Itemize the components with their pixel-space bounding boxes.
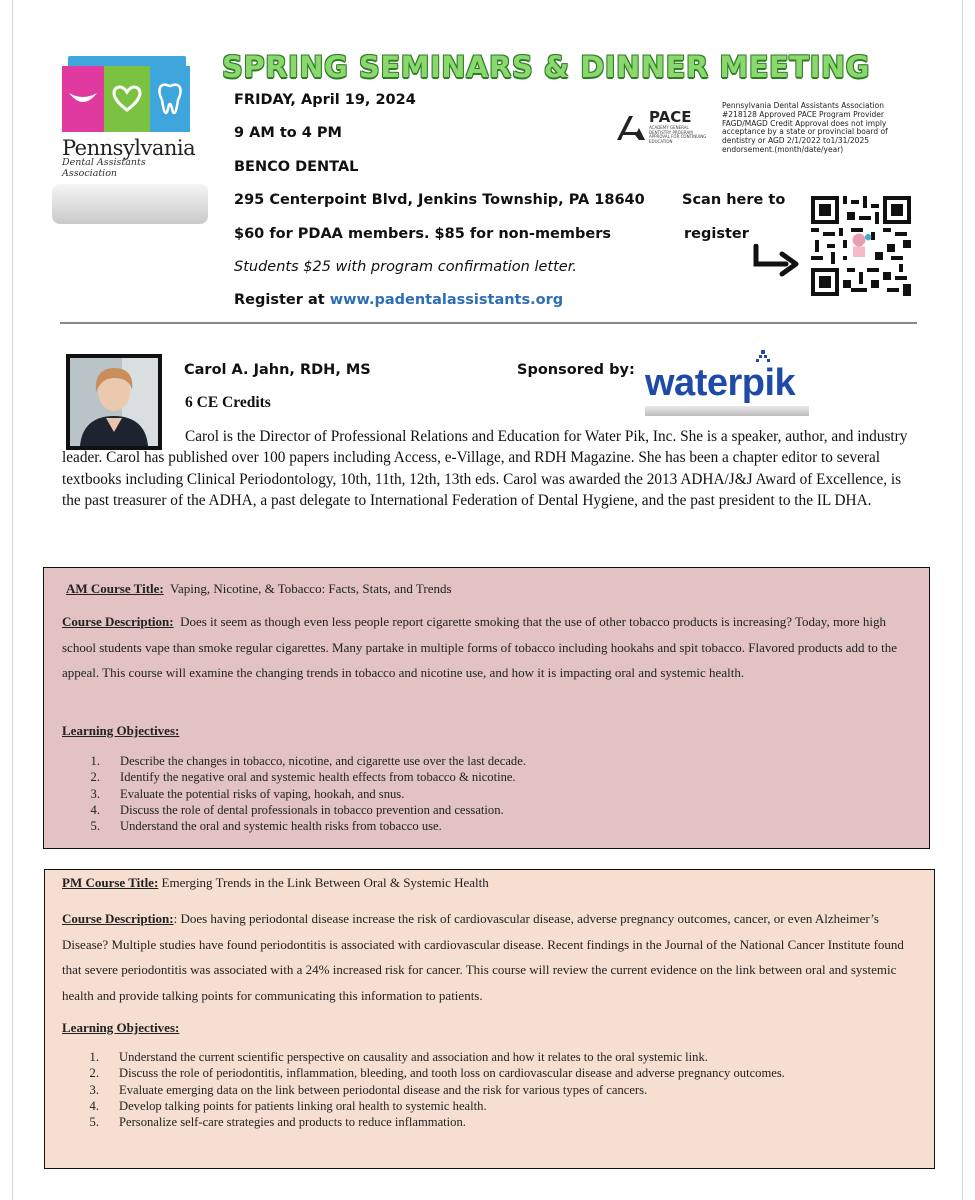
speaker-name: Carol A. Jahn, RDH, MS [184,362,371,378]
list-item: 1. Describe the changes in tobacco, nicotine, and cigarette use over the last decade. [90,754,526,768]
pm-course-description [62,906,914,1008]
pace-description: Pennsylvania Dental Assistants Association #218128 Approved PACE Program Provider FAGD/MAGD Credit Approval does not imply acceptance by a state or provincial board of dentistry or AGD 2/1/2022 to1/31/2025 endorsement.(month/date/year) [722,101,888,154]
pm-desc-sep: : [173,911,181,926]
list-item: 3. Evaluate the potential risks of vaping, hookah, and snus. [90,786,405,801]
section-divider [60,322,917,324]
logo-name: Pennsylvania [62,136,196,160]
am-course-title-label: AM Course Title: [66,581,164,596]
list-item: 2. Identify the negative oral and systemic health effects from tobacco & nicotine. [90,770,516,785]
sponsor-label: Sponsored by: [517,362,635,378]
pace-small-text: ACADEMY GENERAL DENTISTRY PROGRAM APPROVAL FOR CONTINUING EDUCATION [649,125,707,144]
am-course-title-text: Vaping, Nicotine, & Tobacco: Facts, Stats, and Trends [170,581,452,596]
agd-logo-icon [615,114,647,142]
qr-code[interactable] [810,196,912,296]
pm-desc-text: Does having periodontal disease increase the risk of cardiovascular disease, adverse pregnancy outcomes, cancer, or even Alzheimer’s Disease? Multiple studies have found periodontitis is associated with cardiovascular disease. Recent findings in the Journal of the National Cancer Institute found that severe periodontitis was associated with a 24% increased risk for cancer. This course will review the current evidence on the link between oral and systemic health and provide talking points for communicating this information to patients. [62,911,904,1003]
logo-reflection [52,184,208,224]
am-objectives-label: Learning Objectives: [62,723,180,738]
register-label: Register at [234,292,330,308]
event-venue: BENCO DENTAL [234,159,359,175]
heart-icon [112,85,142,113]
pm-objectives-list [85,1049,785,1130]
pm-course-title-text: Emerging Trends in the Link Between Oral & Systemic Health [161,875,489,890]
logo-graphic [62,56,192,134]
pace-text: PACE [649,108,692,126]
waterpik-logo [645,350,813,412]
list-item: 1. Understand the current scientific perspective on causality and association and how it relates to the oral systemic link. [89,1050,708,1064]
list-item: 3. Evaluate emerging data on the link between periodontal disease and the risk for various types of cancers. [89,1082,648,1097]
am-course-box [43,567,930,849]
waterpik-wordmark: waterpik [645,362,796,404]
event-address: 295 Centerpoint Blvd, Jenkins Township, PA 18640 [234,192,645,208]
list-item: 5. Understand the oral and systemic health risks from tobacco use. [90,819,442,834]
pace-logo [615,106,710,150]
speaker-bio [62,426,917,511]
am-desc-label: Course Description: [62,614,174,629]
pm-objectives-label: Learning Objectives: [62,1020,180,1035]
event-price: $60 for PDAA members. $85 for non-members [234,226,611,242]
pm-course-title [62,875,489,891]
register-line [234,292,563,308]
register-link[interactable]: www.padentalassistants.org [329,292,564,308]
pdaa-logo [62,56,197,179]
ce-credits: 6 CE Credits [185,394,271,411]
smile-icon [67,89,99,109]
scan-label-1: Scan here to [682,192,786,208]
am-course-title [66,581,452,597]
pm-course-box [44,869,935,1169]
student-price: Students $25 with program confirmation letter. [234,259,577,275]
scan-label-2: register [684,226,749,242]
tooth-icon [157,82,183,116]
list-item: 4. Develop talking points for patients linking oral health to systemic health. [89,1098,487,1113]
am-objectives-list [86,753,526,834]
list-item: 5. Personalize self-care strategies and products to reduce inflammation. [89,1115,466,1130]
speaker-bio-text: Carol is the Director of Professional Relations and Education for Water Pik, Inc. She is a speaker, author, and industry leader. Carol has published over 100 papers including Access, e-Village, and RDH Magazine. She has been a chapter editor to several textbooks including Clinical Periodontology, 10th, 11th, 12th, 13th eds. Carol was awarded the 2013 ADHA/J&J Award of Excellence, is the past treasurer of the ADHA, a past delegate to International Federation of Dental Hygiene, and the past president to the IL DHA. [62,428,908,509]
list-item: 4. Discuss the role of dental professionals in tobacco prevention and cessation. [90,802,504,817]
logo-subtitle: Dental Assistants Association [62,157,146,179]
event-title: SPRING SEMINARS & DINNER MEETING [222,50,870,84]
pm-course-title-label: PM Course Title: [62,875,159,890]
am-course-description [62,609,914,686]
event-date: FRIDAY, April 19, 2024 [234,92,416,108]
pm-desc-label: Course Description: [62,911,174,926]
event-time: 9 AM to 4 PM [234,125,342,141]
list-item: 2. Discuss the role of periodontitis, inflammation, bleeding, and tooth loss on cardiovascular disease and adverse pregnancy outcomes. [89,1066,785,1081]
arrow-icon [752,244,800,278]
am-desc-text: Does it seem as though even less people report cigarette smoking that the use of other tobacco products is increasing? Today, more high school students vape than smoke regular cigarettes. Many partake in multiple forms of tobacco including hookahs and spit tobacco. Flavored products add to the appeal. This course will examine the changing trends in tobacco and nicotine use, and how it is impacting oral and systemic health. [62,614,898,680]
